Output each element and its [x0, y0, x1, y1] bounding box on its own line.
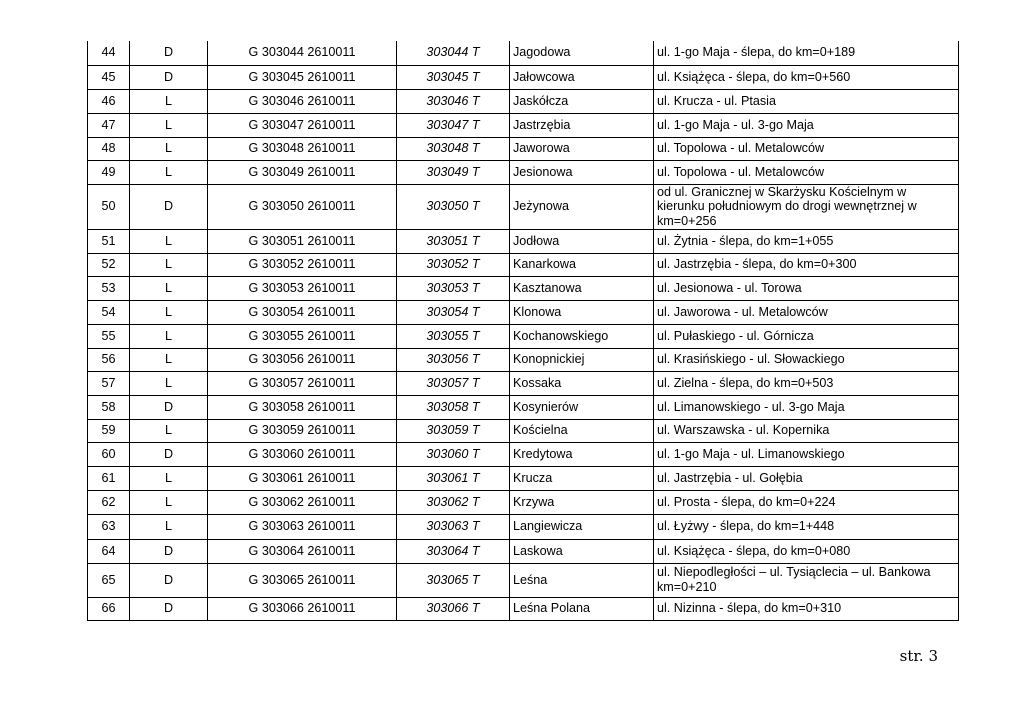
row-street-name: Jeżynowa: [510, 184, 654, 229]
row-number: 66: [88, 597, 130, 620]
row-street-name: Jastrzębia: [510, 113, 654, 137]
row-category: D: [130, 442, 208, 466]
row-road-number: 303066 T: [397, 597, 510, 620]
row-category: D: [130, 395, 208, 419]
table-row: [88, 514, 959, 539]
table-row: [88, 563, 959, 597]
roads-table: [87, 41, 959, 621]
row-code: G 303044 2610011: [208, 41, 397, 65]
row-number: 51: [88, 229, 130, 253]
row-street-name: Krucza: [510, 466, 654, 490]
row-road-number: 303046 T: [397, 89, 510, 113]
row-street-name: Leśna Polana: [510, 597, 654, 620]
table-row: [88, 253, 959, 276]
table-row: [88, 137, 959, 160]
row-code: G 303066 2610011: [208, 597, 397, 620]
table-row: [88, 466, 959, 490]
row-number: 57: [88, 371, 130, 395]
row-street-name: Jodłowa: [510, 229, 654, 253]
row-description: ul. Jastrzębia - ślepa, do km=0+300: [654, 253, 959, 276]
table-row: [88, 300, 959, 324]
row-number: 61: [88, 466, 130, 490]
table-row: [88, 490, 959, 514]
table-row: [88, 113, 959, 137]
row-number: 59: [88, 419, 130, 442]
row-street-name: Jaworowa: [510, 137, 654, 160]
row-category: L: [130, 466, 208, 490]
row-street-name: Kościelna: [510, 419, 654, 442]
row-category: L: [130, 276, 208, 300]
row-description: ul. 1-go Maja - ul. 3-go Maja: [654, 113, 959, 137]
row-number: 46: [88, 89, 130, 113]
row-street-name: Jaskółcza: [510, 89, 654, 113]
row-category: L: [130, 253, 208, 276]
row-category: L: [130, 229, 208, 253]
row-code: G 303052 2610011: [208, 253, 397, 276]
row-street-name: Konopnickiej: [510, 348, 654, 371]
row-number: 64: [88, 539, 130, 563]
table-row: [88, 348, 959, 371]
row-code: G 303065 2610011: [208, 563, 397, 597]
row-category: L: [130, 371, 208, 395]
row-description: ul. Niepodległości – ul. Tysiąclecia – ul. Bankowa km=0+210: [654, 563, 959, 597]
row-road-number: 303049 T: [397, 160, 510, 184]
row-street-name: Kochanowskiego: [510, 324, 654, 348]
row-street-name: Jesionowa: [510, 160, 654, 184]
row-category: D: [130, 184, 208, 229]
row-category: L: [130, 514, 208, 539]
row-street-name: Kredytowa: [510, 442, 654, 466]
row-road-number: 303061 T: [397, 466, 510, 490]
row-category: D: [130, 597, 208, 620]
row-number: 56: [88, 348, 130, 371]
row-number: 48: [88, 137, 130, 160]
row-road-number: 303062 T: [397, 490, 510, 514]
table-row: [88, 419, 959, 442]
row-code: G 303063 2610011: [208, 514, 397, 539]
row-code: G 303060 2610011: [208, 442, 397, 466]
row-code: G 303053 2610011: [208, 276, 397, 300]
row-number: 52: [88, 253, 130, 276]
table-row: [88, 89, 959, 113]
row-description: od ul. Granicznej w Skarżysku Kościelnym w kierunku południowym do drogi wewnętrznej w km=0+256: [654, 184, 959, 229]
row-road-number: 303065 T: [397, 563, 510, 597]
row-street-name: Klonowa: [510, 300, 654, 324]
row-description: ul. Limanowskiego - ul. 3-go Maja: [654, 395, 959, 419]
row-number: 45: [88, 65, 130, 89]
row-code: G 303062 2610011: [208, 490, 397, 514]
row-description: ul. 1-go Maja - ul. Limanowskiego: [654, 442, 959, 466]
row-description: ul. Krucza - ul. Ptasia: [654, 89, 959, 113]
row-number: 49: [88, 160, 130, 184]
row-number: 63: [88, 514, 130, 539]
table-row: [88, 41, 959, 65]
table-row: [88, 371, 959, 395]
row-road-number: 303064 T: [397, 539, 510, 563]
row-category: D: [130, 41, 208, 65]
table-row: [88, 597, 959, 620]
row-category: D: [130, 563, 208, 597]
row-street-name: Laskowa: [510, 539, 654, 563]
row-category: L: [130, 113, 208, 137]
row-category: L: [130, 348, 208, 371]
row-number: 47: [88, 113, 130, 137]
row-category: L: [130, 89, 208, 113]
row-description: ul. Warszawska - ul. Kopernika: [654, 419, 959, 442]
row-code: G 303058 2610011: [208, 395, 397, 419]
row-description: ul. Topolowa - ul. Metalowców: [654, 160, 959, 184]
roads-table-body: [88, 41, 959, 620]
row-road-number: 303048 T: [397, 137, 510, 160]
row-road-number: 303044 T: [397, 41, 510, 65]
row-description: ul. Pułaskiego - ul. Górnicza: [654, 324, 959, 348]
row-road-number: 303051 T: [397, 229, 510, 253]
row-road-number: 303063 T: [397, 514, 510, 539]
row-street-name: Kosynierów: [510, 395, 654, 419]
row-code: G 303057 2610011: [208, 371, 397, 395]
row-code: G 303047 2610011: [208, 113, 397, 137]
row-category: L: [130, 160, 208, 184]
row-road-number: 303060 T: [397, 442, 510, 466]
row-number: 60: [88, 442, 130, 466]
row-road-number: 303047 T: [397, 113, 510, 137]
row-road-number: 303045 T: [397, 65, 510, 89]
row-street-name: Kossaka: [510, 371, 654, 395]
row-description: ul. Książęca - ślepa, do km=0+080: [654, 539, 959, 563]
row-code: G 303056 2610011: [208, 348, 397, 371]
row-number: 53: [88, 276, 130, 300]
row-description: ul. Zielna - ślepa, do km=0+503: [654, 371, 959, 395]
table-row: [88, 229, 959, 253]
table-row: [88, 539, 959, 563]
table-row: [88, 160, 959, 184]
row-description: ul. Żytnia - ślepa, do km=1+055: [654, 229, 959, 253]
document-page: [87, 41, 958, 621]
page-number: str. 3: [899, 647, 938, 665]
row-number: 54: [88, 300, 130, 324]
row-category: L: [130, 419, 208, 442]
row-street-name: Jagodowa: [510, 41, 654, 65]
row-code: G 303046 2610011: [208, 89, 397, 113]
row-road-number: 303054 T: [397, 300, 510, 324]
table-row: [88, 395, 959, 419]
row-street-name: Krzywa: [510, 490, 654, 514]
row-number: 62: [88, 490, 130, 514]
row-description: ul. Jesionowa - ul. Torowa: [654, 276, 959, 300]
row-category: D: [130, 539, 208, 563]
row-description: ul. Prosta - ślepa, do km=0+224: [654, 490, 959, 514]
row-description: ul. Krasińskiego - ul. Słowackiego: [654, 348, 959, 371]
row-number: 65: [88, 563, 130, 597]
row-road-number: 303055 T: [397, 324, 510, 348]
row-number: 58: [88, 395, 130, 419]
row-number: 50: [88, 184, 130, 229]
row-road-number: 303053 T: [397, 276, 510, 300]
row-number: 44: [88, 41, 130, 65]
row-code: G 303061 2610011: [208, 466, 397, 490]
row-road-number: 303056 T: [397, 348, 510, 371]
row-code: G 303049 2610011: [208, 160, 397, 184]
row-category: L: [130, 300, 208, 324]
table-row: [88, 276, 959, 300]
row-code: G 303055 2610011: [208, 324, 397, 348]
row-description: ul. 1-go Maja - ślepa, do km=0+189: [654, 41, 959, 65]
row-road-number: 303057 T: [397, 371, 510, 395]
row-road-number: 303052 T: [397, 253, 510, 276]
row-road-number: 303050 T: [397, 184, 510, 229]
row-category: L: [130, 324, 208, 348]
row-description: ul. Nizinna - ślepa, do km=0+310: [654, 597, 959, 620]
row-code: G 303059 2610011: [208, 419, 397, 442]
row-description: ul. Jaworowa - ul. Metalowców: [654, 300, 959, 324]
row-street-name: Leśna: [510, 563, 654, 597]
row-description: ul. Łyżwy - ślepa, do km=1+448: [654, 514, 959, 539]
row-street-name: Kasztanowa: [510, 276, 654, 300]
row-category: D: [130, 65, 208, 89]
row-code: G 303064 2610011: [208, 539, 397, 563]
table-row: [88, 65, 959, 89]
row-code: G 303050 2610011: [208, 184, 397, 229]
row-road-number: 303058 T: [397, 395, 510, 419]
table-row: [88, 184, 959, 229]
row-street-name: Langiewicza: [510, 514, 654, 539]
row-description: ul. Jastrzębia - ul. Gołębia: [654, 466, 959, 490]
row-code: G 303054 2610011: [208, 300, 397, 324]
row-code: G 303048 2610011: [208, 137, 397, 160]
row-number: 55: [88, 324, 130, 348]
row-category: L: [130, 490, 208, 514]
table-row: [88, 442, 959, 466]
row-road-number: 303059 T: [397, 419, 510, 442]
row-code: G 303051 2610011: [208, 229, 397, 253]
row-description: ul. Książęca - ślepa, do km=0+560: [654, 65, 959, 89]
row-description: ul. Topolowa - ul. Metalowców: [654, 137, 959, 160]
row-street-name: Kanarkowa: [510, 253, 654, 276]
row-category: L: [130, 137, 208, 160]
row-code: G 303045 2610011: [208, 65, 397, 89]
table-row: [88, 324, 959, 348]
row-street-name: Jałowcowa: [510, 65, 654, 89]
